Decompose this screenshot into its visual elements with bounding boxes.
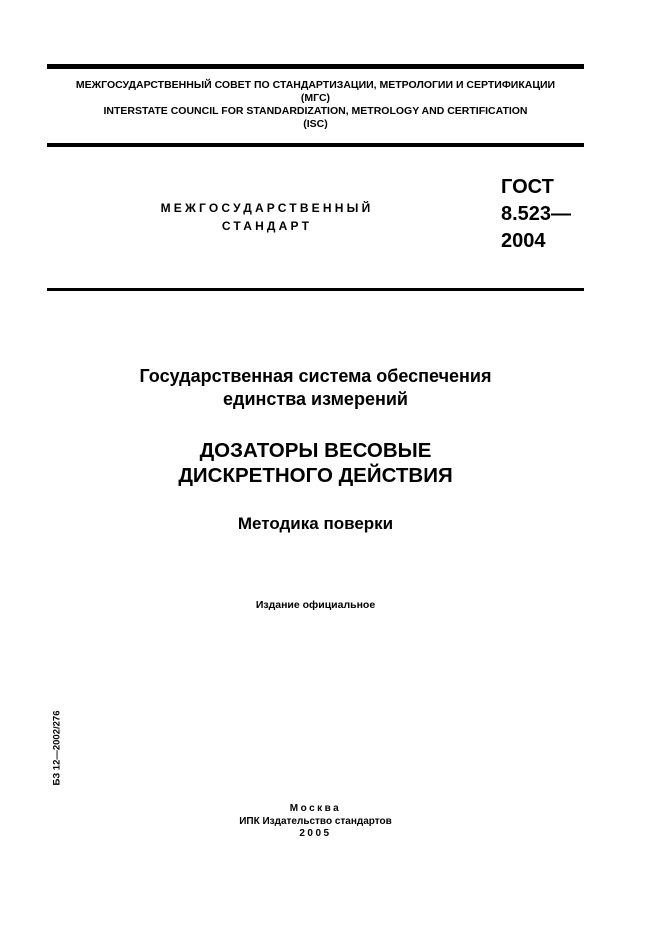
gost-designation-line2: 8.523— bbox=[501, 203, 572, 225]
edition-note: Издание официальное bbox=[255, 599, 376, 611]
standard-type-line2: СТАНДАРТ bbox=[221, 219, 313, 233]
title-line2: ДИСКРЕТНОГО ДЕЙСТВИЯ bbox=[178, 464, 453, 487]
gost-designation-line3: 2004 bbox=[501, 230, 546, 252]
document-title bbox=[47, 438, 584, 488]
mid-rule bbox=[47, 288, 584, 291]
gost-designation-line1: ГОСТ bbox=[501, 176, 554, 198]
top-rule bbox=[47, 64, 584, 69]
council-name-en: INTERSTATE COUNCIL FOR STANDARDIZATION, METROLOGY AND CERTIFICATION bbox=[103, 105, 528, 117]
document-subtitle bbox=[47, 365, 584, 411]
standard-type-label bbox=[150, 199, 384, 235]
title-line1: ДОЗАТОРЫ ВЕСОВЫЕ bbox=[199, 439, 432, 462]
publisher-city: Москва bbox=[289, 803, 342, 814]
document-method: Методика поверки bbox=[237, 514, 394, 533]
council-abbr-ru: (МГС) bbox=[300, 92, 331, 104]
subtitle-line2: единства измерений bbox=[223, 389, 408, 409]
publisher-name: ИПК Издательство стандартов bbox=[239, 815, 392, 827]
standard-type-line1: МЕЖГОСУДАРСТВЕННЫЙ bbox=[160, 201, 374, 215]
council-name-ru: МЕЖГОСУДАРСТВЕННЫЙ СОВЕТ ПО СТАНДАРТИЗАЦИИ, МЕТРОЛОГИИ И СЕРТИФИКАЦИИ bbox=[75, 79, 556, 91]
subtitle-line1: Государственная система обеспечения bbox=[139, 366, 492, 386]
publication-year: 2005 bbox=[299, 828, 332, 839]
header-bottom-rule bbox=[47, 143, 584, 147]
side-code: БЗ 12—2002/276 bbox=[51, 710, 63, 786]
council-abbr-en: (ISC) bbox=[303, 118, 328, 130]
publisher-block bbox=[47, 803, 584, 841]
council-header bbox=[47, 79, 584, 131]
gost-designation bbox=[501, 174, 571, 255]
